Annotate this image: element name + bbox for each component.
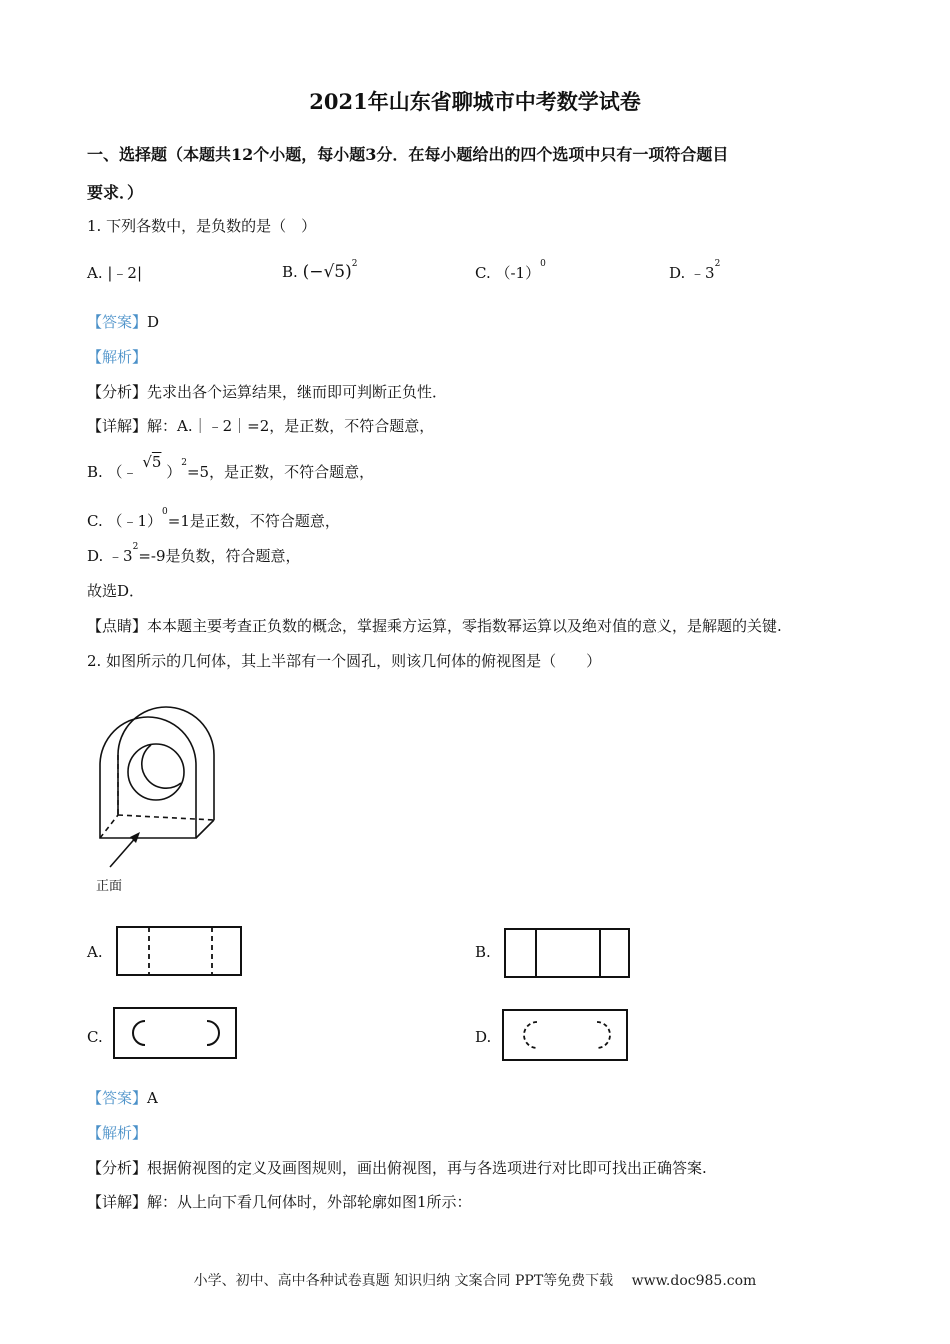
q1-stem: 1. 下列各数中，是负数的是（ ）: [87, 217, 317, 235]
q1-option-a: A. |﹣2|: [87, 264, 143, 282]
line-c-rest: =1是正数，不符合题意，: [167, 512, 340, 530]
q2-option-b-label: B.: [475, 943, 491, 961]
radicand: 5: [151, 453, 162, 471]
line-b-rest: =5，是正数，不符合题意，: [186, 463, 375, 481]
answer-value: D: [147, 313, 160, 331]
q1-fenxi: [87, 381, 447, 402]
q1-answer: [87, 311, 159, 332]
page-title: 2021年山东省聊城市中考数学试卷: [309, 89, 641, 114]
q2-option-a-figure: [115, 925, 243, 977]
analysis-tag: 【解析】: [87, 348, 148, 366]
xiangjie-tag: 【详解】: [87, 417, 148, 435]
q1-conclusion: 故选D．: [87, 582, 145, 600]
q2-xiangjie: [87, 1191, 472, 1212]
q1-option-b: [282, 259, 358, 282]
q1-option-c-exp: 0: [540, 259, 546, 269]
section-heading-line1: 一、选择题（本题共12个小题，每小题3分．在每小题给出的四个选项中只有一项符合题目: [87, 145, 729, 164]
answer-tag: 【答案】: [87, 313, 148, 331]
q1-xiangjie: [87, 415, 434, 436]
q1-option-c: [475, 259, 546, 283]
section-heading-line2: 要求．）: [87, 183, 144, 202]
q1-option-b-exp: 2: [351, 259, 358, 269]
q2-option-a-label: A.: [87, 943, 103, 961]
fenxi-tag: 【分析】: [87, 383, 148, 401]
line-d-pre: D. ﹣3: [87, 547, 133, 565]
line-d-rest: =-9是负数，符合题意，: [138, 547, 301, 565]
q2-answer: [87, 1087, 158, 1108]
q1-option-b-label: B.: [282, 263, 298, 281]
answer-value: A: [147, 1089, 158, 1107]
line-b-exp: 2: [181, 458, 187, 468]
q1-dianjing: [87, 615, 782, 636]
line-b-post: ）: [166, 463, 182, 481]
dianjing-text: 本本题主要考查正负数的概念，掌握乘方运算，零指数幂运算以及绝对值的意义，是解题的关键.: [147, 617, 782, 635]
q2-option-b-figure: [503, 927, 631, 979]
xiangjie-text: 解：从上向下看几何体时，外部轮廓如图1所示：: [147, 1193, 472, 1211]
xiangjie-tag: 【详解】: [87, 1193, 148, 1211]
xiangjie-text: 解：A.｜﹣2｜=2，是正数，不符合题意，: [147, 417, 435, 435]
q2-stem: 2. 如图所示的几何体，其上半部有一个圆孔，则该几何体的俯视图是（ ）: [87, 652, 602, 670]
analysis-tag: 【解析】: [87, 1124, 148, 1142]
q1-line-d: [87, 542, 301, 566]
q1-option-d-text: D. ﹣3: [669, 264, 715, 282]
q2-analysis-tag: [87, 1122, 147, 1143]
sqrt-expression: √5: [142, 453, 162, 471]
line-c-pre: C. （﹣1）: [87, 512, 163, 530]
line-d-exp: 2: [132, 542, 139, 552]
dianjing-tag: 【点睛】: [87, 617, 148, 635]
page-footer: 小学、初中、高中各种试卷真题 知识归纳 文案合同 PPT等免费下载 www.doc985.com: [193, 1273, 757, 1289]
q2-option-c-label: C.: [87, 1028, 103, 1046]
q2-option-c-figure: [112, 1006, 238, 1060]
q2-fenxi: [87, 1157, 707, 1178]
fenxi-text: 根据俯视图的定义及画图规则，画出俯视图，再与各选项进行对比即可找出正确答案.: [147, 1159, 707, 1177]
q1-option-b-math: (−√5): [302, 262, 352, 282]
q2-solid-figure: [88, 695, 238, 895]
fenxi-tag: 【分析】: [87, 1159, 148, 1177]
q1-line-c: [87, 507, 340, 531]
answer-tag: 【答案】: [87, 1089, 148, 1107]
q2-option-d-figure: [501, 1008, 629, 1062]
fenxi-text: 先求出各个运算结果，继而即可判断正负性．: [147, 383, 448, 401]
q1-option-d-exp: 2: [714, 259, 721, 269]
q1-line-b: [87, 453, 375, 482]
figure-front-label: 正面: [96, 879, 123, 894]
q1-option-d: [669, 259, 721, 283]
q2-option-d-label: D.: [475, 1028, 492, 1046]
q1-analysis-tag: [87, 346, 147, 367]
q1-option-c-text: C. （-1）: [475, 264, 541, 282]
line-c-exp: 0: [162, 507, 168, 517]
line-b-pre: B. （﹣: [87, 463, 138, 481]
